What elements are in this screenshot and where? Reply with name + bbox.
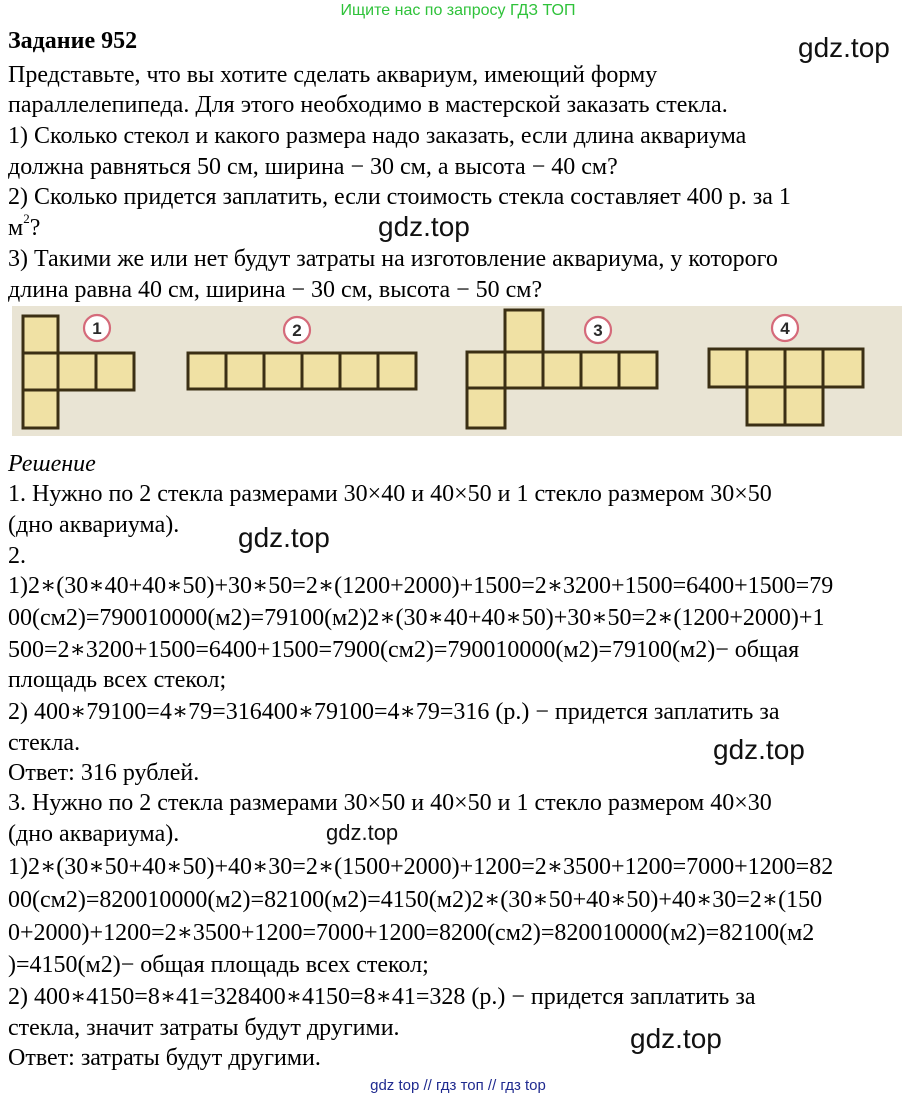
solution-line: 00(см2)=820010000(м2)=82100(м2)=4150(м2)2∗(30∗50+40∗50)+40∗30=2∗(150 <box>8 887 823 913</box>
solution-line: 2. <box>8 543 26 569</box>
question-mark: ? <box>29 215 41 241</box>
solution-line: 1. Нужно по 2 стекла размерами 30×40 и 40×50 и 1 стекло размером 30×50 <box>8 481 772 507</box>
net-square <box>264 353 302 389</box>
net-square <box>302 353 340 389</box>
net-square <box>619 352 657 388</box>
figure-label-3: 3 <box>593 321 603 340</box>
solution-line: 0+2000)+1200=2∗3500+1200=7000+1200=8200(см2)=820010000(м2)=82100(м2 <box>8 920 815 946</box>
solution-line: 2) 400∗4150=8∗41=328400∗4150=8∗41=328 (р.) − придется заплатить за <box>8 984 756 1010</box>
solution-line: 1)2∗(30∗40+40∗50)+30∗50=2∗(1200+2000)+1500=2∗3200+1500=6400+1500=79 <box>8 573 834 599</box>
net-square <box>378 353 416 389</box>
net-square <box>96 353 134 390</box>
search-banner[interactable]: Ищите нас по запросу ГДЗ ТОП <box>340 2 576 19</box>
net-square <box>709 349 747 387</box>
net-square <box>823 349 863 387</box>
watermark: gdz.top <box>378 211 470 242</box>
figure-label-1: 1 <box>92 319 102 338</box>
task-line: 1) Сколько стекол и какого размера надо заказать, если длина аквариума <box>8 123 747 149</box>
task-line: длина равна 40 см, ширина − 30 см, высота − 50 см? <box>8 277 543 303</box>
watermark: gdz.top <box>238 522 330 553</box>
net-square <box>543 352 581 388</box>
unit-text: м <box>8 215 24 241</box>
solution-line: (дно аквариума). <box>8 821 180 847</box>
net-square <box>23 316 58 353</box>
nets-figure <box>0 306 916 436</box>
net-square <box>581 352 619 388</box>
net-square <box>505 352 543 388</box>
net-square <box>226 353 264 389</box>
task-line: 2) Сколько придется заплатить, если стоимость стекла составляет 400 р. за 1 <box>8 184 791 210</box>
net-square <box>505 310 543 352</box>
solution-line: 2) 400∗79100=4∗79=316400∗79100=4∗79=316 (р.) − придется заплатить за <box>8 699 780 725</box>
task-line: параллелепипеда. Для этого необходимо в мастерской заказать стекла. <box>8 92 728 118</box>
task-line: Представьте, что вы хотите сделать аквариум, имеющий форму <box>8 62 658 88</box>
net-square <box>747 349 785 387</box>
watermark: gdz.top <box>798 32 890 63</box>
solution-line: стекла, значит затраты будут другими. <box>8 1015 400 1041</box>
figure-label-2: 2 <box>292 321 302 340</box>
watermark: gdz.top <box>630 1023 722 1054</box>
task-line: должна равняться 50 см, ширина − 30 см, а высота − 40 см? <box>8 154 618 180</box>
solution-line: 3. Нужно по 2 стекла размерами 30×50 и 40×50 и 1 стекло размером 40×30 <box>8 790 772 816</box>
net-square <box>188 353 226 389</box>
solution-line: )=4150(м2)− общая площадь всех стекол; <box>8 952 429 978</box>
solution-line: 500=2∗3200+1500=6400+1500=7900(см2)=790010000(м2)=79100(м2)− общая <box>8 637 800 663</box>
net-square <box>785 349 823 387</box>
solution-line: 1)2∗(30∗50+40∗50)+40∗30=2∗(1500+2000)+1200=2∗3500+1200=7000+1200=82 <box>8 854 834 880</box>
task-line: 3) Такими же или нет будут затраты на изготовление аквариума, у которого <box>8 246 778 272</box>
net-square <box>785 387 823 425</box>
solution-line: площадь всех стекол; <box>8 667 227 693</box>
solution-heading: Решение <box>8 451 96 477</box>
solution-line: стекла. <box>8 730 81 756</box>
task-line <box>8 213 40 246</box>
net-square <box>467 352 505 388</box>
net-square <box>23 390 58 428</box>
solution-line: (дно аквариума). <box>8 512 180 538</box>
solution-line: 00(см2)=790010000(м2)=79100(м2)2∗(30∗40+40∗50)+30∗50=2∗(1200+2000)+1 <box>8 605 825 631</box>
answer-line: Ответ: 316 рублей. <box>8 760 200 786</box>
footer-links[interactable]: gdz top // гдз топ // гдз top <box>370 1077 546 1094</box>
net-square <box>23 353 58 390</box>
net-square <box>467 388 505 428</box>
net-square <box>747 387 785 425</box>
net-square <box>340 353 378 389</box>
watermark: gdz.top <box>326 820 399 845</box>
superscript: 2 <box>23 211 30 226</box>
page-title: Задание 952 <box>8 28 138 54</box>
watermark: gdz.top <box>713 734 805 765</box>
answer-line: Ответ: затраты будут другими. <box>8 1045 321 1071</box>
net-square <box>58 353 96 390</box>
figure-label-4: 4 <box>780 319 790 338</box>
